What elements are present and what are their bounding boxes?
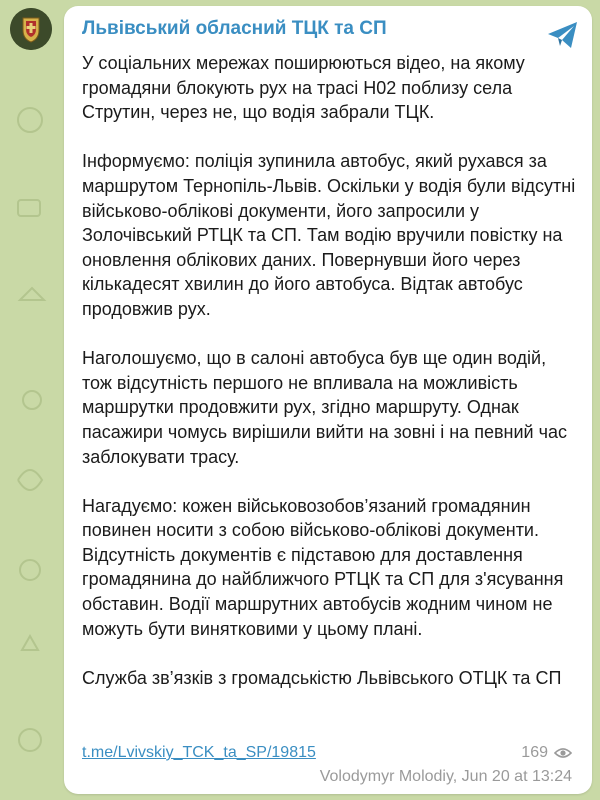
view-counter (521, 744, 572, 762)
channel-avatar[interactable] (10, 8, 52, 50)
author-timestamp: Volodymyr Molodiy, Jun 20 at 13:24 (319, 768, 572, 785)
coat-of-arms-icon (10, 8, 52, 50)
message-paragraph: Інформуємо: поліція зупинила автобус, який рухався за маршрутом Тернопіль-Львів. Оскільки у водія були відсутні військово-облікові документи, його запросили у Золочівський РТЦК та СП. Там водію вручили повістку на оновлення облікових даних. Повернувши його через кількадесят хвилин до його автобуса. Відтак автобус продовжив рух. (82, 151, 576, 319)
view-count: 169 (521, 744, 548, 761)
post-link[interactable]: t.me/Lvivskiy_TCK_ta_SP/19815 (82, 744, 316, 761)
share-icon[interactable] (546, 20, 580, 50)
message-paragraph: Наголошуємо, що в салоні автобуса був ще один водій, тож відсутність першого не впливала на можливість маршрутки продовжити рух, згідно маршруту. Однак пасажири чомусь вирішили вийти на зовні і на певний час заблокувати трасу. (82, 348, 567, 467)
message-paragraph: У соціальних мережах поширюються відео, на якому громадяни блокують рух на трасі Н02 поблизу села Струтин, через не, що водія забрали ТЦК. (82, 53, 525, 123)
channel-name[interactable]: Львівський обласний ТЦК та СП (82, 18, 387, 39)
eye-icon (554, 747, 572, 759)
message-paragraph: Нагадуємо: кожен військовозобов’язаний громадянин повинен носити з собою військово-облікові документи. Відсутність документів є підставою для доставлення громадянина до найближчого РТЦК та СП для з'ясування обставин. Водії маршрутних автобусів жодним чином не можуть бути винятковими у цьому плані. (82, 495, 564, 639)
message-bubble (64, 6, 592, 794)
message-paragraph: Служба зв’язків з громадськістю Львівського ОТЦК та СП (82, 667, 562, 688)
message-text (82, 51, 578, 690)
